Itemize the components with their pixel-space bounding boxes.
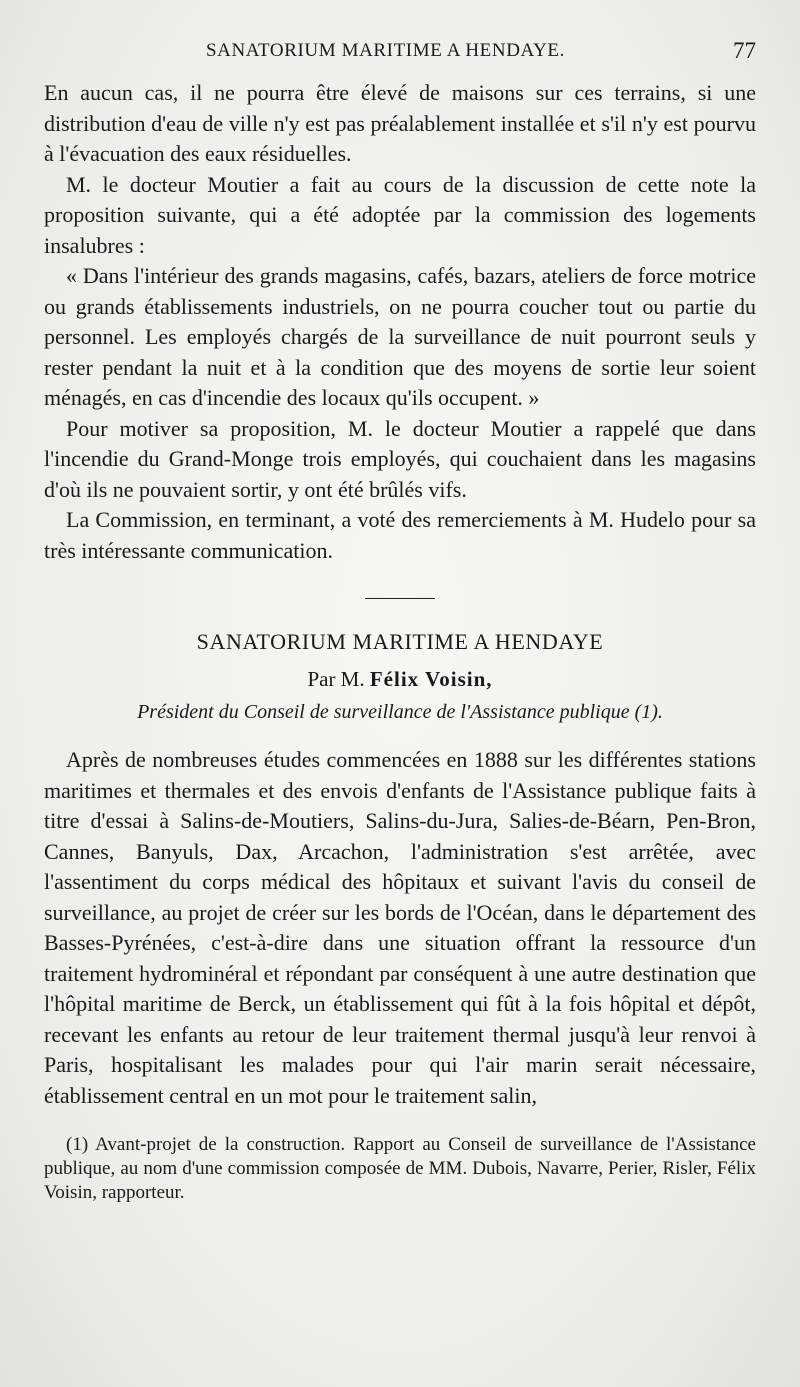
paragraph-moutier-proposal: M. le docteur Moutier a fait au cours de la discussion de cette note la proposition suivante, qui a été adoptée par la commission des logements insalubres :: [44, 171, 756, 258]
article-byline: [44, 665, 756, 693]
paragraph-thanks: La Commission, en terminant, a voté des remerciements à M. Hudelo pour sa très intéressante communication.: [44, 507, 756, 563]
paragraph-motivation: Pour motiver sa proposition, M. le docteur Moutier a rappelé que dans l'incendie du Grand-Monge trois employés, qui couchaient dans les magasins d'où ils ne pouvaient sortir, y ont été brûlés vifs.: [44, 415, 756, 502]
running-header: [44, 38, 756, 68]
byline-prefix: Par M.: [307, 667, 365, 691]
page-body: [44, 78, 756, 1205]
footnote: (1) Avant-projet de la construction. Rapport au Conseil de surveillance de l'Assistance publique, au nom d'une commission composée de MM. Dubois, Navarre, Perier, Risler, Félix Voisin, rapporteur.: [44, 1134, 756, 1203]
article-title: SANATORIUM MARITIME A HENDAYE: [196, 629, 604, 654]
section-divider: [365, 598, 435, 599]
paragraph-quoted-rule: « Dans l'intérieur des grands magasins, cafés, bazars, ateliers de force motrice ou grands établissements industriels, on ne pourra coucher tout ou partie du personnel. Les employés chargés de la surveillance de nuit pourront seuls y rester pendant la nuit et à la condition que des moyens de sortie leur soient ménagés, en cas d'incendie des locaux qu'ils occupent. »: [44, 263, 756, 410]
paragraph-continuation: En aucun cas, il ne pourra être élevé de maisons sur ces terrains, si une distribution d'eau de ville n'y est pas préalablement installée et s'il n'y est pourvu à l'évacuation des eaux résiduelles.: [44, 80, 756, 166]
page-number: 77: [733, 38, 756, 63]
author-name: Félix Voisin,: [369, 667, 493, 691]
running-title: SANATORIUM MARITIME A HENDAYE.: [206, 40, 565, 61]
author-affiliation: Président du Conseil de surveillance de l'Assistance publique (1).: [137, 701, 663, 723]
article-paragraph: Après de nombreuses études commencées en 1888 sur les différentes stations maritimes et thermales et des envois d'enfants de l'Assistance publique faits à titre d'essai à Salins-de-Moutiers, Salins-du-Jura, Salies-de-Béarn, Pen-Bron, Cannes, Banyuls, Dax, Arcachon, l'administration s'est arrêtée, avec l'assentiment du corps médical des hôpitaux et suivant l'avis du conseil de surveillance, au projet de créer sur les bords de l'Océan, dans le département des Basses-Pyrénées, c'est-à-dire dans une situation offrant la ressource d'un traitement hydrominéral et répondant par conséquent à une autre destination que l'hôpital maritime de Berck, un établissement qui fût à la fois hôpital et dépôt, recevant les enfants au retour de leur traitement thermal jusqu'à leur renvoi à Paris, hospitalisant les malades pour qui l'air marin serait nécessaire, établissement central en un mot pour le traitement salin,: [44, 747, 756, 1108]
